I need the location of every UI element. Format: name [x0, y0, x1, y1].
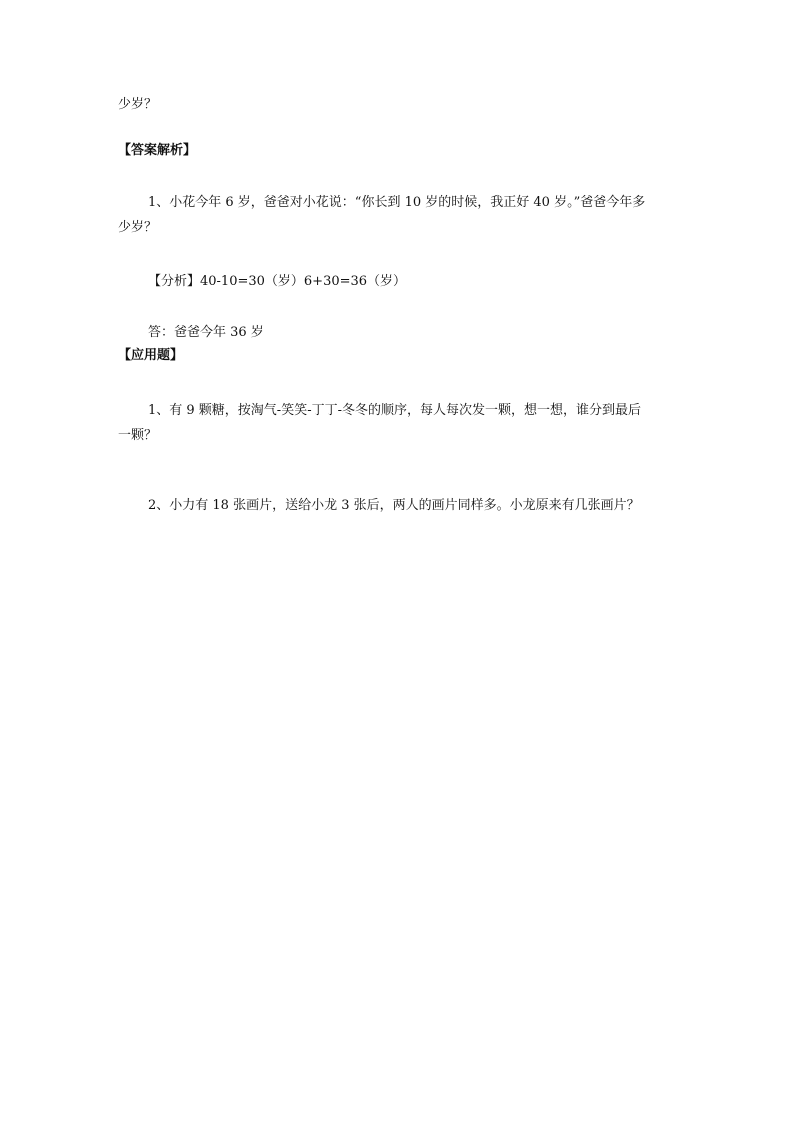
answer-problem-line-1: 1、小花今年 6 岁，爸爸对小花说：“你长到 10 岁的时候，我正好 40 岁。”爸爸今年多 — [148, 195, 646, 210]
analysis-text: 【分析】40-10=30（岁）6+30=36（岁） — [148, 274, 407, 289]
continuation-text: 少岁？ — [118, 97, 158, 112]
application-section-heading: 【应用题】 — [118, 348, 184, 363]
question-2: 2、小力有 18 张画片，送给小龙 3 张后，两人的画片同样多。小龙原来有几张画片？ — [148, 498, 640, 513]
answer-text: 答：爸爸今年 36 岁 — [148, 325, 264, 340]
answer-problem-line-2: 少岁？ — [118, 220, 158, 235]
answer-section-heading: 【答案解析】 — [118, 143, 197, 158]
question-1-line-2: 一颗？ — [118, 428, 158, 443]
question-1-line-1: 1、有 9 颗糖，按淘气-笑笑-丁丁-冬冬的顺序，每人每次发一颗，想一想，谁分到最后 — [148, 403, 641, 418]
